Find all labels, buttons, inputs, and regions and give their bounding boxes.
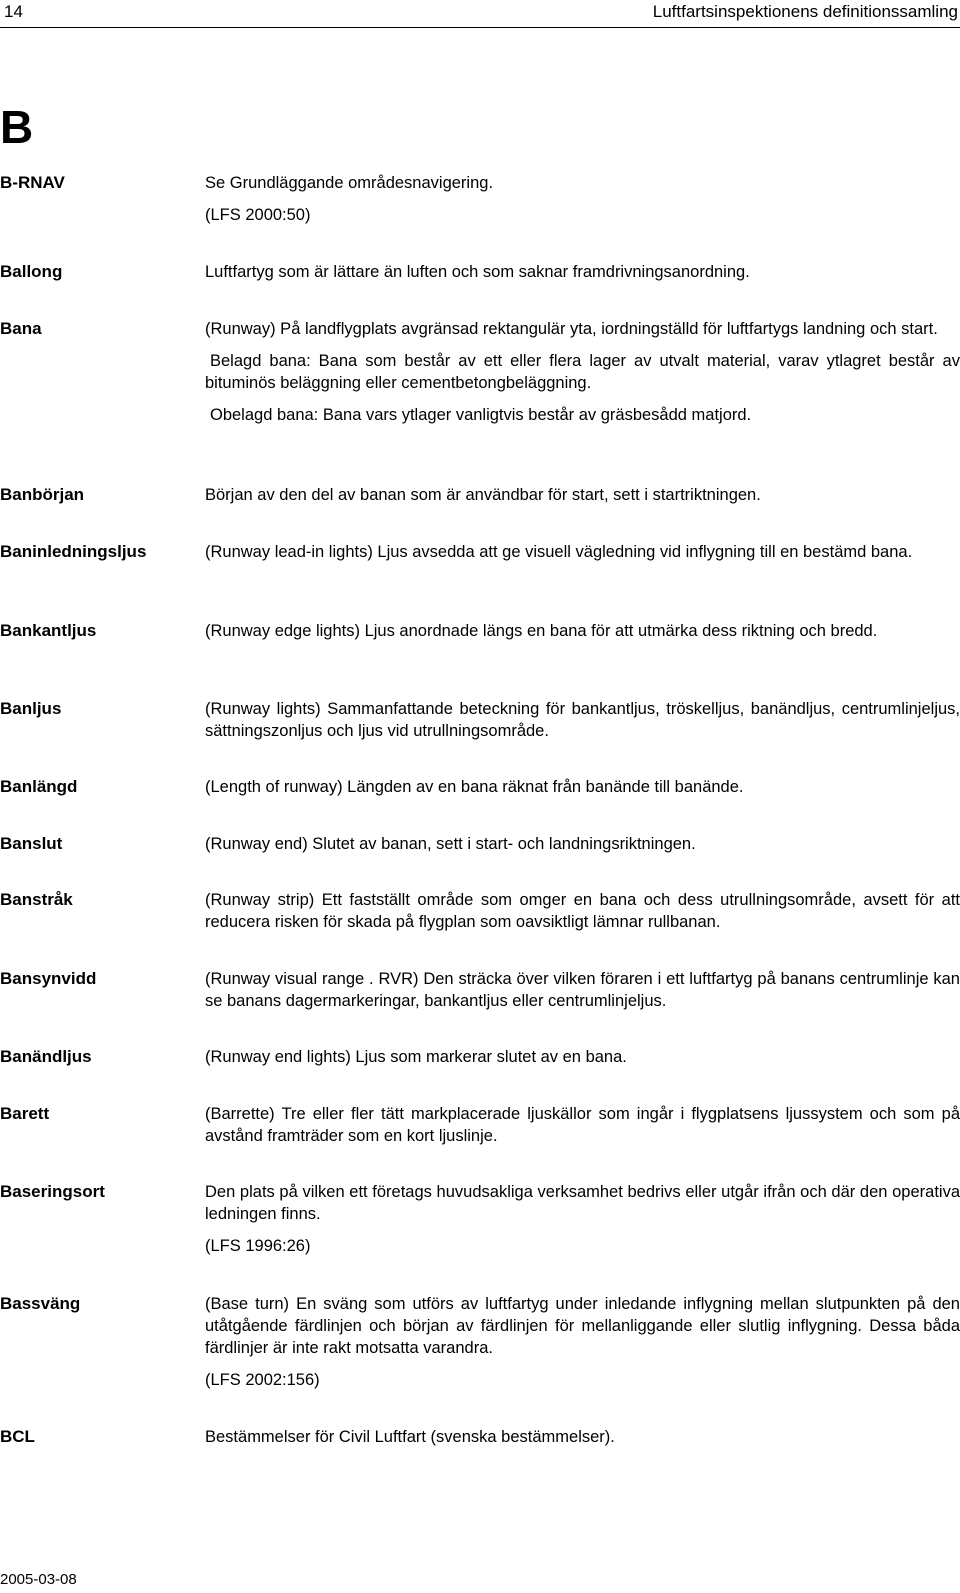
term: Bansynvidd xyxy=(0,969,97,988)
definition xyxy=(205,776,960,808)
definition-text: (Runway end lights) Ljus som markerar slutet av en bana. xyxy=(205,1048,627,1066)
definition xyxy=(205,620,960,652)
term: BCL xyxy=(0,1427,35,1446)
page-number: 14 xyxy=(4,2,23,21)
term: Bankantljus xyxy=(0,621,97,640)
definition xyxy=(205,541,960,573)
definition-text: Obelagd bana: Bana vars ytlager vanligtvis består av gräsbesådd matjord. xyxy=(210,406,752,424)
definition xyxy=(205,968,960,1022)
definition-text: (Runway end) Slutet av banan, sett i start- och landningsriktningen. xyxy=(205,835,696,853)
definition-text: Se Grundläggande områdesnavigering. xyxy=(205,174,494,192)
definition-text: (Runway) På landflygplats avgränsad rektangulär yta, iordningställd för luftfartygs landning och start. xyxy=(205,320,938,338)
reference-text: (LFS 2000:50) xyxy=(205,206,311,224)
term: Ballong xyxy=(0,262,63,281)
term: B-RNAV xyxy=(0,173,65,192)
term: Banstråk xyxy=(0,890,73,909)
definition-text: Den plats på vilken ett företags huvudsakliga verksamhet bedrivs eller utgår ifrån och där den operativa ledningen finns. xyxy=(205,1183,960,1223)
term: Banslut xyxy=(0,834,63,853)
definition-text: (Runway strip) Ett fastställt område som omger en bana och dess utrullningsområde, avsett för att reducera risken för skada på flygplan som oavsiktligt lämnar rullbanan. xyxy=(205,891,960,931)
section-letter: B xyxy=(0,101,34,153)
definition xyxy=(205,261,960,293)
definition xyxy=(205,1426,960,1458)
footer-date: 2005-03-08 xyxy=(0,1571,77,1588)
definition-text: Luftfartyg som är lättare än luften och som saknar framdrivningsanordning. xyxy=(205,263,750,281)
definition xyxy=(205,698,960,752)
definition xyxy=(205,1103,960,1157)
term: Bana xyxy=(0,319,42,338)
definition xyxy=(205,484,960,516)
definition-text: Belagd bana: Bana som består av ett eller flera lager av utvalt material, varav ytlagret består av bituminös beläggning eller cementbetongbeläggning. xyxy=(205,352,960,392)
definition xyxy=(205,318,960,436)
definition-text: (Runway edge lights) Ljus anordnade längs en bana för att utmärka dess riktning och bredd. xyxy=(205,622,878,640)
document-title: Luftfartsinspektionens definitionssamling xyxy=(652,2,958,21)
definition-text: (Length of runway) Längden av en bana räknat från banände till banände. xyxy=(205,778,744,796)
definition-text: (Barrette) Tre eller fler tätt markplacerade ljuskällor som ingår i flygplatsens ljussystem och som på avstånd framträder som en kort ljuslinje. xyxy=(205,1105,960,1145)
reference-text: (LFS 2002:156) xyxy=(205,1371,320,1389)
definition xyxy=(205,172,960,236)
term: Banlängd xyxy=(0,777,78,796)
term: Banljus xyxy=(0,699,62,718)
definition-text: (Runway lights) Sammanfattande beteckning för bankantljus, tröskelljus, banändljus, centrumlinjeljus, sättningszonljus och ljus vid utrullningsområde. xyxy=(205,700,960,740)
definition-text: Början av den del av banan som är användbar för start, sett i startriktningen. xyxy=(205,486,761,504)
term: Bassväng xyxy=(0,1294,81,1313)
definition-text: (Runway lead-in lights) Ljus avsedda att ge visuell vägledning vid inflygning till en bestämd bana. xyxy=(205,543,913,561)
definition xyxy=(205,889,960,943)
reference-text: (LFS 1996:26) xyxy=(205,1237,311,1255)
definition-text: (Base turn) En sväng som utförs av luftfartyg under inledande inflygning mellan slutpunkten på den utåtgående färdlinjen och början av färdlinjen för mellanliggande eller slutlig inflygning. Dessa båda färdlinjer är inte rakt motsatta varandra. xyxy=(205,1295,960,1357)
term: Banbörjan xyxy=(0,485,85,504)
term: Baninledningsljus xyxy=(0,542,147,561)
definition-text: Bestämmelser för Civil Luftfart (svenska bestämmelser). xyxy=(205,1428,615,1446)
definition xyxy=(205,833,960,865)
definition xyxy=(205,1181,960,1267)
term: Barett xyxy=(0,1104,50,1123)
definition-text: (Runway visual range . RVR) Den sträcka över vilken föraren i ett luftfartyg på banans centrumlinje kan se banans dagermarkeringar, bankantljus eller centrumlinjeljus. xyxy=(205,970,960,1010)
term: Baseringsort xyxy=(0,1182,105,1201)
term: Banändljus xyxy=(0,1047,92,1066)
page-header xyxy=(0,0,960,28)
definition xyxy=(205,1293,960,1401)
definition xyxy=(205,1046,960,1078)
